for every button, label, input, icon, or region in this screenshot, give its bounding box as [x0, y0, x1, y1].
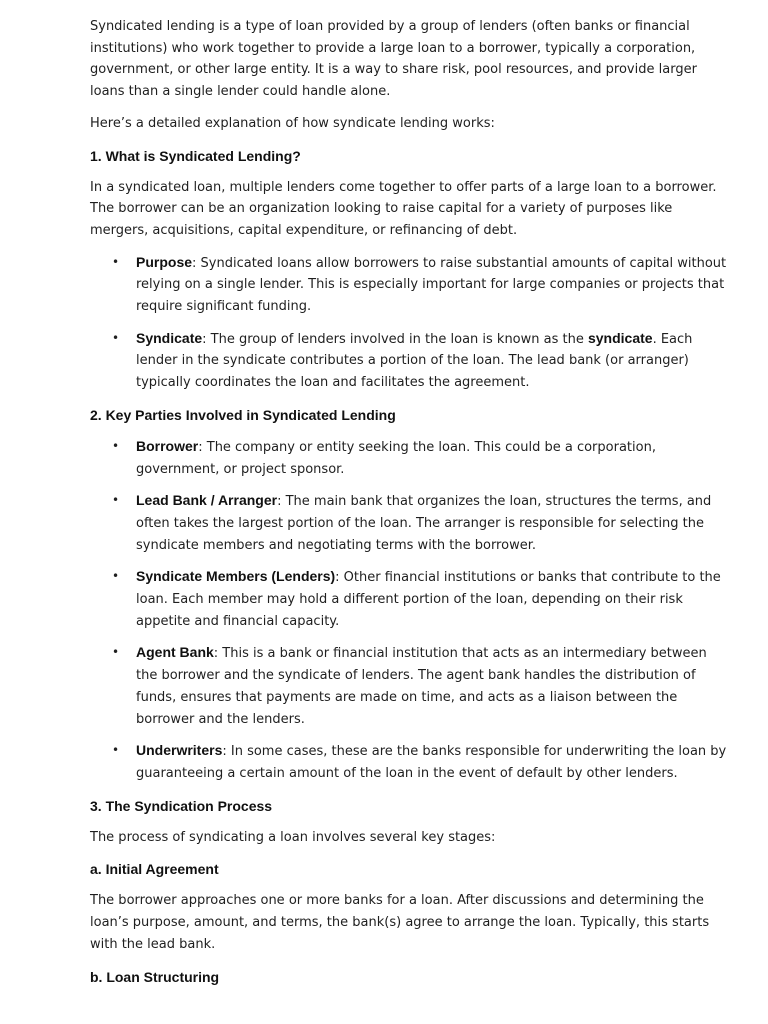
subsection-a-paragraph: The borrower approaches one or more banks for a loan. After discussions and determining the loan’s purpose, amount, and terms, the bank(s) agree to arrange the loan. Typically, this starts with the lead bank. [90, 893, 710, 952]
intro-lead-in: Here’s a detailed explanation of how syndicate lending works: [90, 115, 495, 131]
section-2-heading: 2. Key Parties Involved in Syndicated Lending [90, 406, 396, 423]
bullet-icon: • [112, 254, 120, 269]
term-label: Lead Bank / Arranger [136, 492, 278, 509]
item-text: : The company or entity seeking the loan. This could be a corporation, government, or project sponsor. [136, 439, 656, 477]
item-text: : The group of lenders involved in the loan is known as the [202, 331, 588, 347]
term-label: Syndicate Members (Lenders) [136, 568, 336, 585]
term-label: Underwriters [136, 742, 223, 759]
section-1-paragraph: In a syndicated loan, multiple lenders come together to offer parts of a large loan to a borrower. The borrower can be an organization looking to raise capital for a variety of purposes like mergers, acquisitions, capital expenditure, or refinancing of debt. [90, 179, 717, 238]
bullet-icon: • [112, 645, 120, 660]
intro-paragraph: Syndicated lending is a type of loan provided by a group of lenders (often banks or financial institutions) who work together to provide a large loan to a borrower, typically a corporation, government, or other large entity. It is a way to share risk, pool resources, and provide larger loans than a single lender could handle alone. [90, 19, 697, 100]
bullet-icon: • [112, 438, 120, 453]
item-text: : In some cases, these are the banks responsible for underwriting the loan by guaranteeing a certain amount of the loan in the event of default by other lenders. [136, 744, 727, 781]
item-text: : The main bank that organizes the loan, structures the terms, and often takes the largest portion of the loan. The arranger is responsible for selecting the syndicate members and negotiating terms with the borrower. [136, 494, 712, 553]
list-item-agent-bank [90, 642, 730, 730]
term-label: Syndicate [136, 329, 203, 346]
subsection-b-heading: b. Loan Structuring [90, 968, 220, 985]
section-1-heading: 1. What is Syndicated Lending? [90, 147, 301, 164]
section-3-paragraph: The process of syndicating a loan involves several key stages: [90, 829, 496, 845]
item-text: : Syndicated loans allow borrowers to raise substantial amounts of capital without relying on a single lender. This is especially important for large companies or projects that require significant funding. [136, 255, 727, 315]
item-text: : This is a bank or financial institution that acts as an intermediary between the borrower and the syndicate of lenders. The agent bank handles the distribution of funds, ensures that payments are made on time, and acts as a liaison between the borrower and the lenders. [136, 646, 707, 727]
term-label: Borrower [136, 437, 199, 454]
list-item-syndicate-members [90, 566, 730, 632]
inline-term: syndicate [587, 329, 653, 346]
item-text: : Other financial institutions or banks that contribute to the loan. Each member may hold a different portion of the loan, depending on their risk appetite and financial capacity. [136, 570, 721, 629]
list-item-underwriters [90, 740, 730, 784]
bullet-icon: • [112, 743, 120, 758]
bullet-icon: • [112, 493, 120, 508]
term-label: Purpose [136, 253, 193, 270]
section-3-heading: 3. The Syndication Process [90, 797, 273, 814]
item-text: . Each lender in the syndicate contributes a portion of the loan. The lead bank (or arranger) typically coordinates the loan and facilitates the agreement. [136, 331, 693, 391]
section-1-list [90, 252, 730, 394]
list-item-purpose [90, 252, 730, 318]
list-item-lead-bank [90, 490, 730, 556]
document-page [90, 16, 730, 998]
bullet-icon: • [112, 330, 120, 345]
section-2-list [90, 436, 730, 785]
bullet-icon: • [112, 569, 120, 584]
list-item-syndicate [90, 328, 730, 394]
term-label: Agent Bank [136, 644, 214, 661]
subsection-a-heading: a. Initial Agreement [90, 861, 219, 878]
list-item-borrower [90, 436, 730, 480]
